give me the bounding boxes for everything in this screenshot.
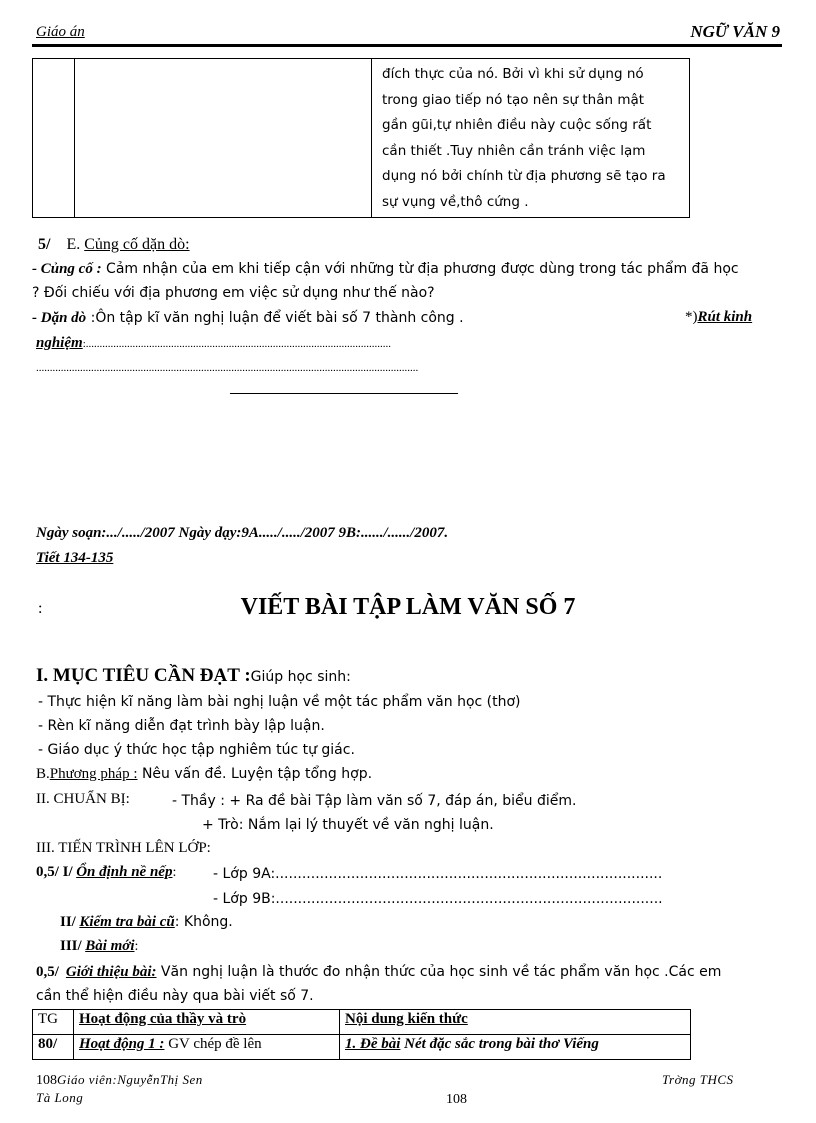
intro-label: Giới thiệu bài:	[65, 964, 157, 980]
objectives-heading-line	[36, 665, 351, 687]
intro-line-1	[36, 964, 721, 981]
method-text: Nêu vấn đề. Luyện tập tổng hợp.	[137, 766, 373, 782]
top-table-col-tg	[33, 59, 75, 218]
footer-teacher: Giáo viên:NguyễnThị Sen	[57, 1072, 203, 1087]
objective-item: - Thực hiện kĩ năng làm bài nghị luận về một tác phẩm văn học (thơ)	[38, 694, 521, 710]
prep-student: + Trò: Nắm lại lý thuyết về văn nghị luận.	[202, 817, 494, 833]
footer-place: Tà Long	[36, 1090, 84, 1105]
intro-line-2: cần thể hiện điều này qua bài viết số 7.	[36, 988, 314, 1004]
top-table-line: gần gũi,tự nhiên điều này cuộc sống rất	[382, 117, 652, 133]
table-header-content: Nội dung kiến thức	[340, 1010, 691, 1035]
step3-label: Bài mới	[85, 938, 135, 954]
top-table-col-activity	[75, 59, 372, 218]
table-header-row	[33, 1010, 691, 1035]
top-table-col-content	[372, 59, 690, 218]
top-table-line: dụng nó bởi chính từ địa phương sẽ tạo ra	[382, 168, 666, 184]
intro-text-1: Văn nghị luận là thước đo nhận thức của học sinh về tác phẩm văn học .Các em	[156, 964, 722, 980]
row-time: 80/	[33, 1035, 74, 1060]
cung-co-text-1: Cảm nhận của em khi tiếp cận với những từ địa phương được dùng trong tác phẩm đã học	[101, 261, 739, 277]
dots-line: ...........................................................................................................................................	[36, 362, 419, 374]
method-prefix: B.	[36, 766, 50, 782]
row-content	[340, 1035, 691, 1060]
objectives-heading: I. MỤC TIÊU CẦN ĐẠT :	[36, 665, 251, 686]
footer-teacher-line	[36, 1072, 203, 1089]
header-rule	[32, 44, 782, 47]
step2-line	[60, 914, 233, 931]
divider-rule	[230, 393, 458, 394]
class-b-line: - Lớp 9B:.......................................................................................	[213, 891, 663, 907]
row-activity-text: GV chép đề lên	[164, 1036, 262, 1052]
top-table-line: cần thiết .Tuy nhiên cần tránh việc lạm	[382, 142, 646, 159]
dan-do-label: - Dặn dò	[32, 310, 87, 326]
top-table-line: trong giao tiếp nó tạo nên sự thân mật	[382, 91, 645, 108]
process-heading: III. TIẾN TRÌNH LÊN LỚP:	[36, 840, 211, 856]
table-row	[33, 1035, 691, 1060]
method-line	[36, 766, 372, 783]
row-content-text: Nét đặc sắc trong bài thơ Viếng	[400, 1036, 599, 1052]
nghiem-line	[36, 335, 391, 352]
rut-kinh-label: Rút kinh	[697, 309, 753, 325]
top-table-line: đích thực của nó. Bởi vì khi sử dụng nó	[382, 66, 644, 82]
table-header-activity: Hoạt động của thầy và trò	[74, 1010, 340, 1035]
step3-colon: :	[134, 939, 139, 954]
step1-line	[36, 864, 176, 881]
step3-number: III/	[60, 938, 82, 954]
step1-label: Ổn định nề nếp	[76, 864, 173, 880]
row-activity	[74, 1035, 340, 1060]
dan-do-line	[32, 310, 464, 327]
section5-heading: Củng cố dặn dò:	[84, 236, 190, 253]
header-left: Giáo án	[36, 24, 85, 40]
footer-page-number: 108	[446, 1092, 467, 1107]
bottom-table	[32, 1009, 691, 1060]
footer-page-prefix: 108	[36, 1073, 57, 1088]
step2-label: Kiểm tra bài cũ	[79, 914, 175, 930]
row-activity-label: Hoạt động 1 :	[79, 1036, 165, 1052]
step3-line	[60, 938, 138, 955]
top-table	[32, 58, 690, 218]
lesson-dates: Ngày soạn:.../...../2007 Ngày dạy:9A...../...../2007 9B:....../....../2007.	[36, 525, 449, 541]
row-content-label: 1. Đề bài	[345, 1036, 401, 1052]
page-title: VIẾT BÀI TẬP LÀM VĂN SỐ 7	[240, 594, 576, 620]
method-heading: Phương pháp :	[49, 766, 138, 782]
step2-number: II/	[60, 914, 76, 930]
header-right: NGỮ VĂN 9	[690, 22, 780, 41]
step1-colon: :	[172, 865, 177, 880]
lesson-tiet: Tiết 134-135	[36, 550, 114, 566]
objectives-intro: Giúp học sinh:	[250, 669, 351, 685]
cung-co-label: - Củng cố :	[32, 261, 102, 277]
table-header-tg: TG	[33, 1010, 74, 1035]
objective-item: - Giáo dục ý thức học tập nghiêm túc tự giác.	[38, 742, 355, 758]
class-a-line: - Lớp 9A:.......................................................................................	[213, 866, 663, 882]
intro-time: 0,5/	[36, 964, 59, 980]
cung-co-line-1	[32, 261, 739, 278]
section5-number: 5/	[38, 236, 51, 253]
lesson-colon: :	[38, 600, 43, 617]
prep-teacher: - Thầy : + Ra đề bài Tập làm văn số 7, đáp án, biểu điểm.	[172, 793, 577, 809]
section5-heading-line	[38, 236, 190, 254]
dan-do-text: :Ôn tập kĩ văn nghị luận để viết bài số 7 thành công .	[86, 310, 464, 326]
nghiem-dots: :...............................................................................................................	[82, 338, 391, 350]
cung-co-line-2: ? Đối chiếu với địa phương em việc sử dụng như thế nào?	[32, 285, 435, 301]
rut-kinh-prefix: *)	[685, 309, 698, 325]
nghiem-label: nghiệm	[36, 335, 83, 351]
objective-item: - Rèn kĩ năng diễn đạt trình bày lập luận.	[38, 718, 325, 734]
rut-kinh	[685, 309, 752, 326]
step2-text: : Không.	[174, 914, 233, 930]
section5-letter: E.	[66, 236, 81, 253]
step1-time: 0,5/ I/	[36, 864, 73, 880]
footer-school: Trờng THCS	[662, 1072, 734, 1087]
top-table-line: sự vụng về,thô cứng .	[382, 193, 529, 210]
prep-heading: II. CHUẨN BỊ:	[36, 791, 130, 807]
